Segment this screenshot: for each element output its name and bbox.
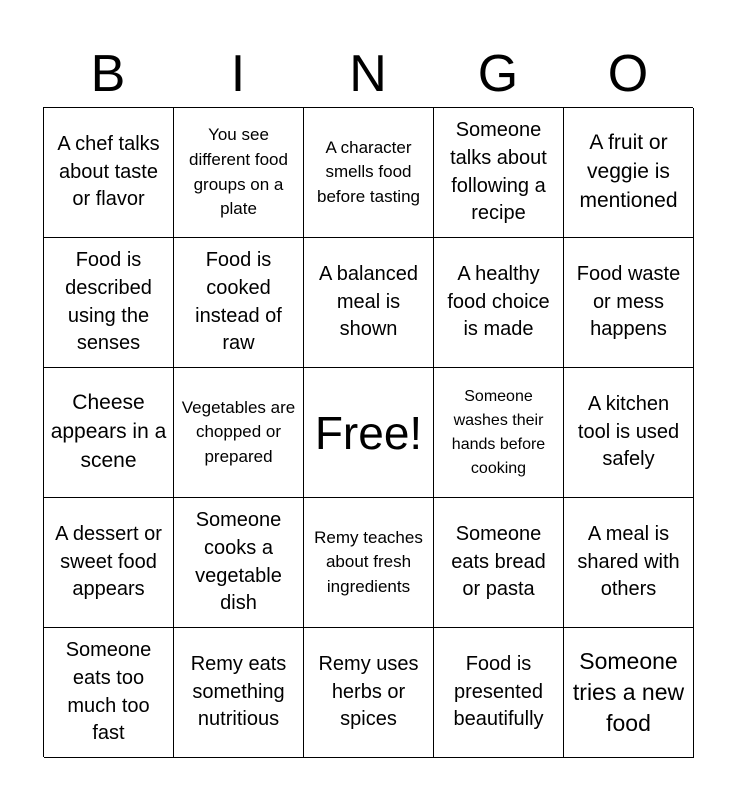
header-letter-b: B <box>90 45 126 103</box>
bingo-cell[interactable]: Remy uses herbs or spices <box>304 628 434 758</box>
bingo-cell[interactable]: A healthy food choice is made <box>434 238 564 368</box>
bingo-cell[interactable]: Food waste or mess happens <box>564 238 694 368</box>
bingo-card-grid <box>43 107 693 757</box>
bingo-cell[interactable]: Someone eats too much too fast <box>44 628 174 758</box>
bingo-cell[interactable]: A meal is shared with others <box>564 498 694 628</box>
bingo-cell[interactable]: A chef talks about taste or flavor <box>44 108 174 238</box>
header-letter-i: I <box>230 45 246 103</box>
bingo-cell[interactable]: Remy teaches about fresh ingredients <box>304 498 434 628</box>
bingo-cell[interactable]: Food is presented beautifully <box>434 628 564 758</box>
free-space-cell[interactable]: Free! <box>304 368 434 498</box>
bingo-cell[interactable]: Food is cooked instead of raw <box>174 238 304 368</box>
bingo-cell[interactable]: You see different food groups on a plate <box>174 108 304 238</box>
bingo-cell[interactable]: Someone talks about following a recipe <box>434 108 564 238</box>
bingo-cell[interactable]: A balanced meal is shown <box>304 238 434 368</box>
bingo-cell[interactable]: Someone cooks a vegetable dish <box>174 498 304 628</box>
bingo-cell[interactable]: A kitchen tool is used safely <box>564 368 694 498</box>
bingo-cell[interactable]: Someone tries a new food <box>564 628 694 758</box>
bingo-cell[interactable]: Remy eats something nutritious <box>174 628 304 758</box>
header-letter-g: G <box>477 45 519 103</box>
bingo-cell[interactable]: Food is described using the senses <box>44 238 174 368</box>
bingo-cell[interactable]: Vegetables are chopped or prepared <box>174 368 304 498</box>
bingo-cell[interactable]: A fruit or veggie is mentioned <box>564 108 694 238</box>
bingo-cell[interactable]: Someone washes their hands before cooking <box>434 368 564 498</box>
bingo-cell[interactable]: Someone eats bread or pasta <box>434 498 564 628</box>
bingo-cell[interactable]: A character smells food before tasting <box>304 108 434 238</box>
bingo-cell[interactable]: A dessert or sweet food appears <box>44 498 174 628</box>
header-letter-o: O <box>607 45 649 103</box>
bingo-cell[interactable]: Cheese appears in a scene <box>44 368 174 498</box>
bingo-header <box>43 40 693 108</box>
header-letter-n: N <box>349 45 387 103</box>
